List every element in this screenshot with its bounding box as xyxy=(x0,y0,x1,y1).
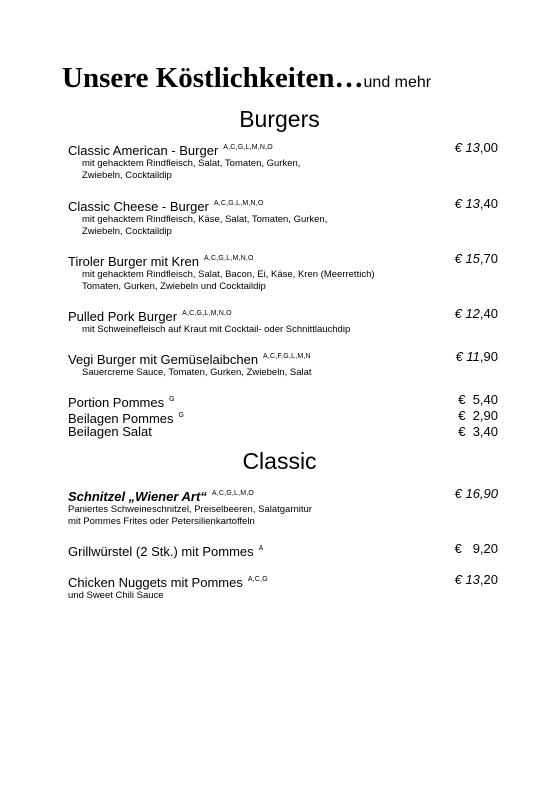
item-description: und Sweet Chili Sauce xyxy=(68,590,164,601)
menu-item xyxy=(68,349,498,379)
menu-item xyxy=(68,196,498,238)
item-description: mit Schweinefleisch auf Kraut mit Cocktail- oder Schnittlauchdip xyxy=(82,324,351,335)
item-name: Grillwürstel (2 Stk.) mit Pommes $^A$ xyxy=(68,544,264,559)
item-description: mit Pommes Frites oder Petersilienkartoffeln xyxy=(68,516,255,527)
item-name: Classic Cheese - Burger $^{A,C,G,L,M,N,O}$ xyxy=(68,199,264,214)
allergen-codes: A,C,G,L,M,N,O xyxy=(204,255,254,262)
item-price: € 9,20 xyxy=(454,541,498,556)
menu-item xyxy=(68,486,498,528)
item-name: Schnitzel „Wiener Art“ $^{A,C,G,L,M,O}$ xyxy=(68,489,255,504)
item-name: Classic American - Burger $^{A,C,G,L,M,N,O}$ xyxy=(68,143,273,158)
item-price: € 16,90 xyxy=(454,486,498,501)
item-name: Portion Pommes xyxy=(68,395,165,410)
allergen-codes: A xyxy=(258,545,264,552)
item-name: Chicken Nuggets mit Pommes $^{A,C,G}$ xyxy=(68,575,268,590)
allergen-codes: A,C,F,G,L,M,N xyxy=(263,353,311,360)
item-name: Vegi Burger mit Gemüselaibchen $^{A,C,F,G,L,M,N}$ xyxy=(68,352,311,367)
section-heading-burgers: Burgers xyxy=(239,106,320,132)
allergen-codes: A,C,G,L,M,N,O xyxy=(182,310,232,317)
menu-item xyxy=(68,140,498,182)
allergen-codes: A,C,G,L,M,O xyxy=(211,490,255,497)
allergen-codes: A,C,G,L,M,N,O xyxy=(213,200,264,207)
page-title-sub: und mehr xyxy=(363,74,432,91)
allergen-codes: G xyxy=(178,412,184,419)
item-price: € 5,40 xyxy=(458,392,498,407)
item-description: Tomaten, Gurken, Zwiebeln und Cocktaildip xyxy=(82,281,266,292)
item-price: € 13,00 xyxy=(454,140,498,155)
page-title xyxy=(62,62,431,95)
item-description: mit gehacktem Rindfleisch, Salat, Tomaten, Gurken, xyxy=(82,158,301,169)
menu-item xyxy=(68,572,498,602)
item-description: mit gehacktem Rindfleisch, Käse, Salat, Tomaten, Gurken, xyxy=(82,214,328,225)
item-price: € 2,90 xyxy=(458,408,498,423)
item-price: € 13,20 xyxy=(454,572,498,587)
menu-item xyxy=(68,306,498,336)
item-description: Zwiebeln, Cocktaildip xyxy=(82,170,172,181)
menu-item xyxy=(68,251,498,293)
menu-item xyxy=(68,541,498,559)
item-price: € 11,90 xyxy=(455,349,498,364)
item-price: € 15,70 xyxy=(454,251,498,266)
item-name: Beilagen Pommes xyxy=(68,411,174,426)
section-heading-classic: Classic xyxy=(242,448,317,474)
item-description: Paniertes Schweineschnitzel, Preiselbeeren, Salatgarnitur xyxy=(68,504,312,515)
item-name: Tiroler Burger mit Kren $^{A,C,G,L,M,N,O}$ xyxy=(68,254,254,269)
side-item xyxy=(68,424,498,439)
allergen-codes: A,C,G,L,M,N,O xyxy=(223,144,273,151)
allergen-codes: G xyxy=(169,396,175,403)
page-title-main: Unsere Köstlichkeiten… xyxy=(62,62,364,94)
item-description: Sauercreme Sauce, Tomaten, Gurken, Zwiebeln, Salat xyxy=(82,367,312,378)
item-price: € 3,40 xyxy=(458,424,498,439)
item-price: € 13,40 xyxy=(454,196,498,211)
item-name: Pulled Pork Burger $^{A,C,G,L,M,N,O}$ xyxy=(68,309,232,324)
item-description: mit gehacktem Rindfleisch, Salat, Bacon, Ei, Käse, Kren (Meerrettich) xyxy=(82,269,375,280)
item-name: Beilagen Salat xyxy=(68,424,152,439)
item-price: € 12,40 xyxy=(454,306,498,321)
allergen-codes: A,C,G xyxy=(247,576,268,583)
item-description: Zwiebeln, Cocktaildip xyxy=(82,226,172,237)
